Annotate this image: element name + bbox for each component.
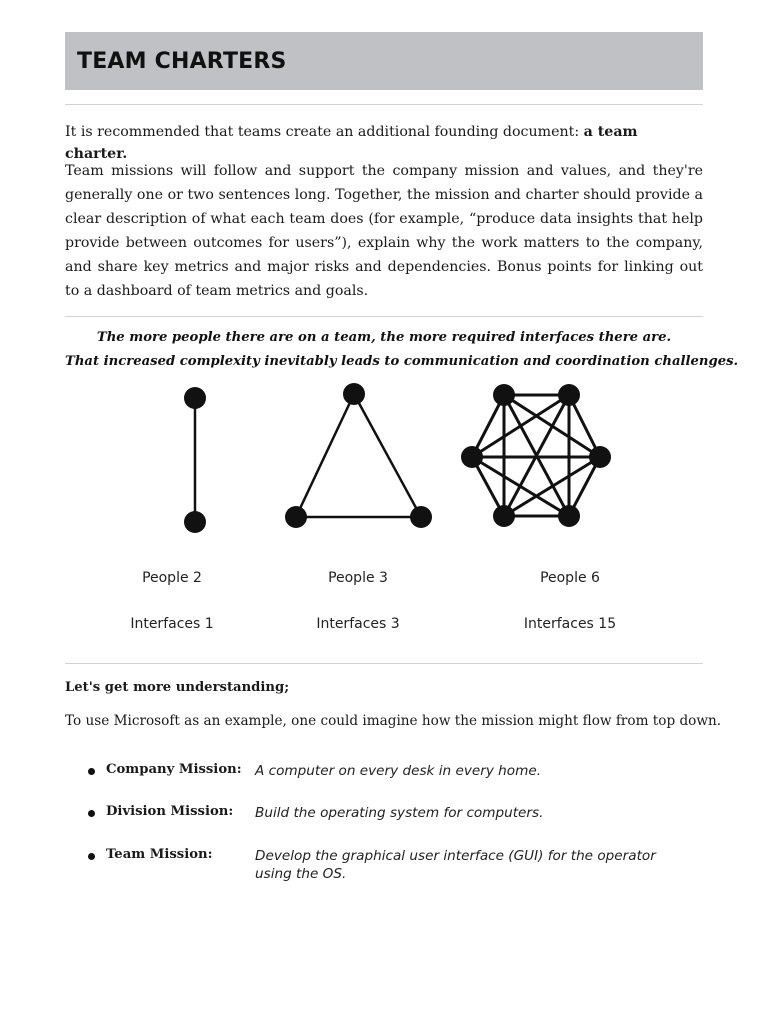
diagram-two-people <box>184 387 206 533</box>
person-node <box>461 446 483 468</box>
page-title: TEAM CHARTERS <box>77 48 287 74</box>
person-node <box>410 506 432 528</box>
bullet-icon <box>88 853 95 860</box>
person-node <box>184 387 206 409</box>
interface-edge <box>354 394 421 517</box>
person-node <box>285 506 307 528</box>
caption-line-2: That increased complexity inevitably leads to communication and coordination challenges. <box>65 354 739 369</box>
intro-text: It is recommended that teams create an additional founding document: <box>65 124 584 140</box>
intro-emphasis: a team charter. <box>65 124 638 162</box>
bullet-icon <box>88 810 95 817</box>
mission-item-team <box>88 847 708 887</box>
mission-label: Team Mission: <box>106 847 213 862</box>
mission-value: A computer on every desk in every home. <box>255 763 542 779</box>
mission-item-company <box>88 762 708 802</box>
person-node <box>493 505 515 527</box>
diagram-2-people-label: People 3 <box>328 570 388 586</box>
caption-line-1: The more people there are on a team, the more required interfaces there are. <box>96 330 672 345</box>
section-heading: Let's get more understanding; <box>65 680 290 695</box>
body-paragraph: Team missions will follow and support the company mission and values, and they're generally one or two sentences long. Together, the mission and charter should provide a clear description of what each team does (for example, “produce data insights that help provide between outcomes for users”), explain why the work matters to the company, and share key metrics and major risks and dependencies. Bonus points for linking out to a dashboard of team metrics and goals. <box>65 163 703 299</box>
mission-label: Division Mission: <box>106 804 234 819</box>
diagram-3-interfaces-label: Interfaces 15 <box>523 616 617 632</box>
diagram-six-people <box>461 384 611 527</box>
diagram-1-people-label: People 2 <box>142 570 202 586</box>
person-node <box>493 384 515 406</box>
person-node <box>343 383 365 405</box>
bullet-icon <box>88 768 95 775</box>
person-node <box>558 505 580 527</box>
divider-bottom <box>65 663 703 664</box>
interface-edge <box>296 394 354 517</box>
mission-item-division <box>88 804 708 844</box>
person-node <box>558 384 580 406</box>
mission-value: Develop the graphical user interface (GUI) for the operator using the OS. <box>255 848 656 882</box>
mission-value: Build the operating system for computers. <box>255 805 544 821</box>
example-sentence: To use Microsoft as an example, one could imagine how the mission might flow from top down. <box>65 713 722 729</box>
diagram-2-interfaces-label: Interfaces 3 <box>316 616 400 632</box>
diagram-three-people <box>285 383 432 528</box>
person-node <box>589 446 611 468</box>
diagram-3-people-label: People 6 <box>540 570 600 586</box>
diagram-1-interfaces-label: Interfaces 1 <box>130 616 214 632</box>
mission-label: Company Mission: <box>106 762 242 777</box>
person-node <box>184 511 206 533</box>
